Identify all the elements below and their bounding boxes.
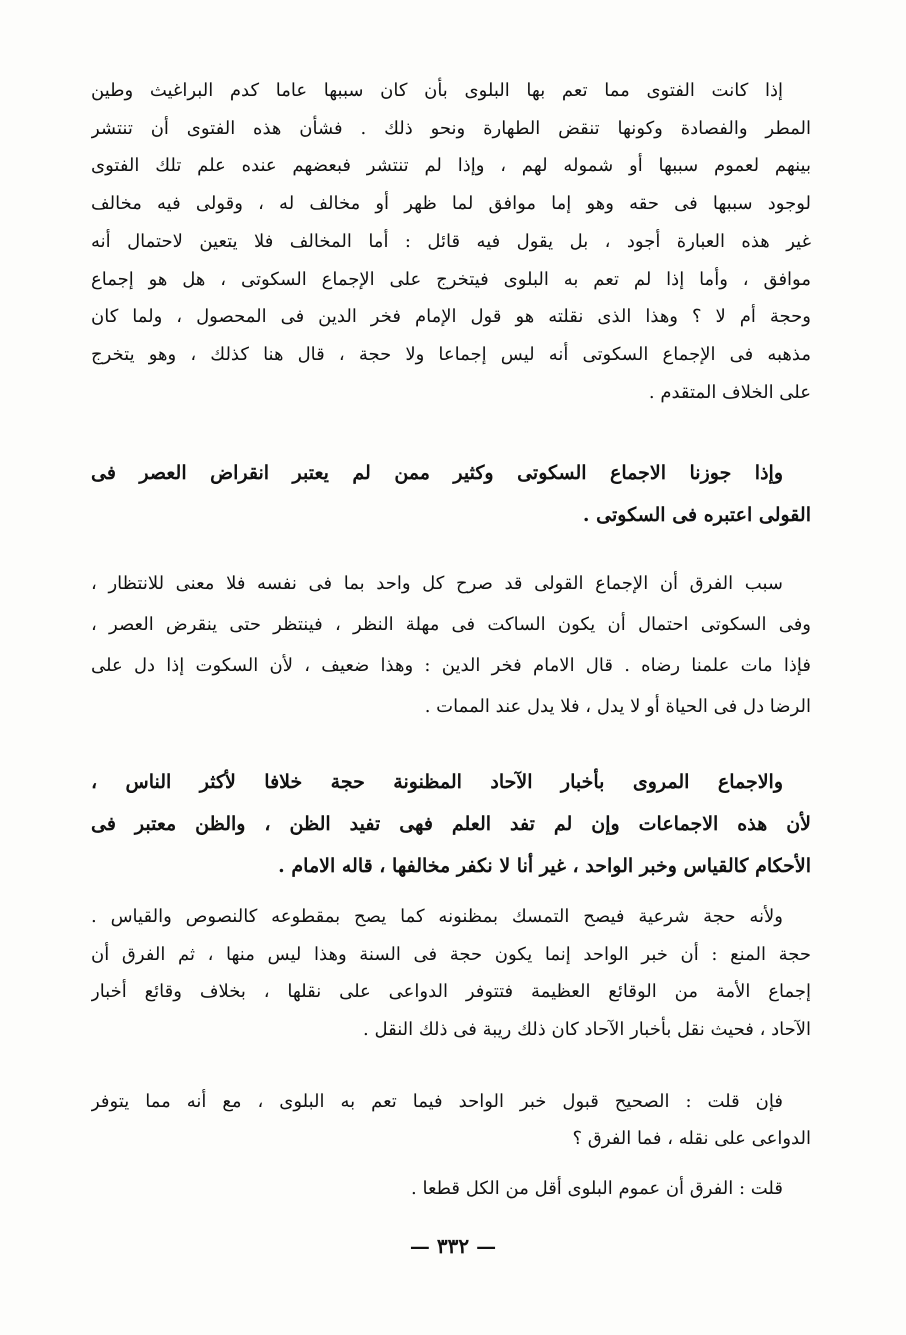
text-line: موافق ، وأما إذا لم تعم به البلوى فيتخرج على الإجماع السكوتى ، هل هو إجماع — [91, 268, 811, 290]
text-line: إجماع الأمة من الوقائع العظيمة فتتوفر الدواعى على نقلها ، بخلاف وقائع أخبار — [91, 981, 811, 1003]
text-line: قلت : الفرق أن عموم البلوى أقل من الكل قطعا . — [411, 1178, 783, 1199]
heading-line: وإذا جوزنا الاجماع السكوتى وكثير ممن لم يعتبر انقراض العصر فى — [91, 462, 783, 484]
text-line: المطر والفصادة وكونها تنقض الطهارة ونحو ذلك . فشأن هذه الفتوى أن تنتشر — [91, 117, 811, 139]
text-line: غير هذه العبارة أجود ، بل يقول فيه قائل : أما المخالف فلا يتعين لاحتمال أنه — [91, 230, 811, 252]
text-line: سبب الفرق أن الإجماع القولى قد صرح كل واحد بما فى نفسه فلا معنى للانتظار ، — [91, 573, 783, 594]
text-line: مذهبه فى الإجماع السكوتى أنه ليس إجماعا ولا حجة ، قال هنا كذلك ، وهو يتخرج — [91, 343, 811, 365]
matn-heading-ahad — [91, 761, 811, 887]
paragraph-hujja — [91, 898, 811, 1049]
text-line: وحجة أم لا ؟ وهذا الذى نقلته هو قول الإمام فخر الدين فى المحصول ، ولما كان — [91, 306, 811, 328]
paragraph-answer — [91, 1170, 811, 1207]
paragraph-fatwa — [91, 72, 811, 411]
text-line: فإذا مات علمنا رضاه . قال الامام فخر الدين : وهذا ضعيف ، لأن السكوت إذا دل على — [91, 655, 811, 676]
text-line: على الخلاف المتقدم . — [648, 381, 811, 403]
text-line: فإن قلت : الصحيح قبول خبر الواحد فيما تعم به البلوى ، مع أنه مما يتوفر — [91, 1091, 783, 1112]
text-line: إذا كانت الفتوى مما تعم بها البلوى بأن كان سببها عاما كدم البراغيث وطين — [91, 80, 783, 101]
matn-heading-sukuti — [91, 452, 811, 536]
heading-line: والاجماع المروى بأخبار الآحاد المظنونة حجة خلافا لأكثر الناس ، — [91, 771, 783, 793]
text-line: لوجود سببها فى حقه وهو إما موافق لما ظهر أو مخالف له ، وقولى فيه مخالف — [91, 193, 811, 215]
text-line: الدواعى على نقله ، فما الفرق ؟ — [572, 1128, 811, 1149]
paragraph-question — [91, 1083, 811, 1157]
paragraph-sabab-alfarq — [91, 563, 811, 727]
heading-line: لأن هذه الاجماعات وإن لم تفد العلم فهى تفيد الظن ، والظن معتبر فى — [91, 813, 811, 835]
text-line: وفى السكوتى احتمال أن يكون الساكت فى مهلة النظر ، فينتظر حتى ينقرض العصر ، — [91, 614, 811, 635]
text-line: بينهم لعموم سببها أو شموله لهم ، وإذا لم تنتشر فبعضهم عنده علم تلك الفتوى — [91, 155, 811, 177]
text-line: الرضا دل فى الحياة أو لا يدل ، فلا يدل عند الممات . — [424, 696, 811, 717]
heading-line: القولى اعتبره فى السكوتى . — [582, 504, 811, 526]
text-line: الآحاد ، فحيث نقل بأخبار الآحاد كان ذلك ريبة فى ذلك النقل . — [363, 1019, 811, 1041]
heading-line: الأحكام كالقياس وخبر الواحد ، غير أنا لا نكفر مخالفها ، قاله الامام . — [278, 855, 811, 877]
text-line: ولأنه حجة شرعية فيصح التمسك بمظنونه كما يصح بمقطوعه كالنصوص والقياس . — [91, 906, 783, 927]
page-number: — ٣٣٢ — — [409, 1234, 497, 1258]
text-line: حجة المنع : أن خبر الواحد إنما يكون حجة فى السنة وهذا ليس منها ، ثم الفرق أن — [91, 943, 811, 965]
